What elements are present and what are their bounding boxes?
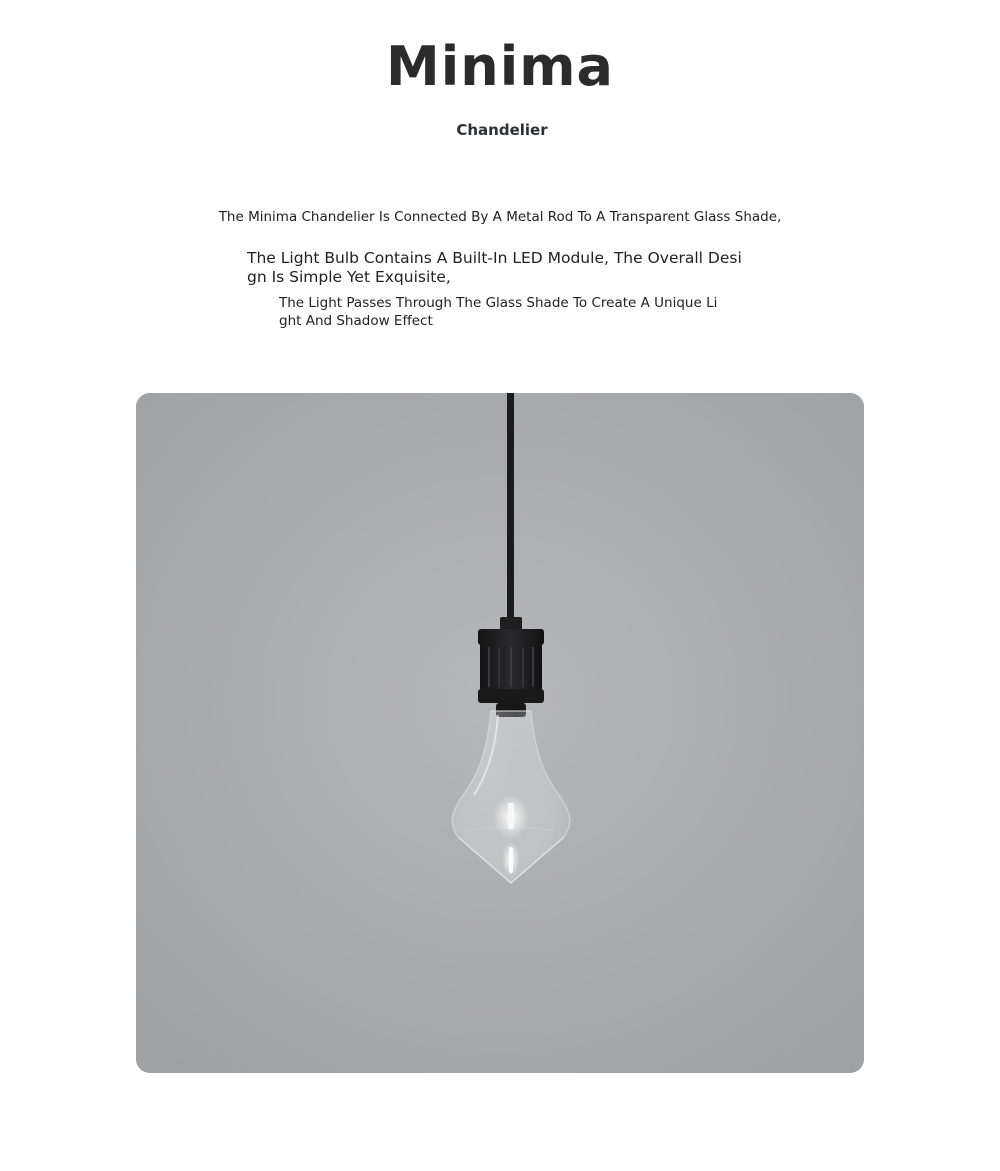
lamp-socket xyxy=(478,617,544,717)
description-line-2: The Light Bulb Contains A Built-In LED Module, The Overall Design Is Simple Yet Exquisite, xyxy=(247,249,742,286)
description-line-3: The Light Passes Through The Glass Shade To Create A Unique Light And Shadow Effect xyxy=(279,295,718,329)
description-line-1: The Minima Chandelier Is Connected By A Metal Rod To A Transparent Glass Shade, xyxy=(218,209,782,225)
product-category: Chandelier xyxy=(456,121,548,139)
product-photo xyxy=(136,393,864,1073)
chandelier-illustration xyxy=(136,393,864,1073)
suspension-rod xyxy=(507,393,514,621)
brand-title: Minima xyxy=(386,35,614,98)
